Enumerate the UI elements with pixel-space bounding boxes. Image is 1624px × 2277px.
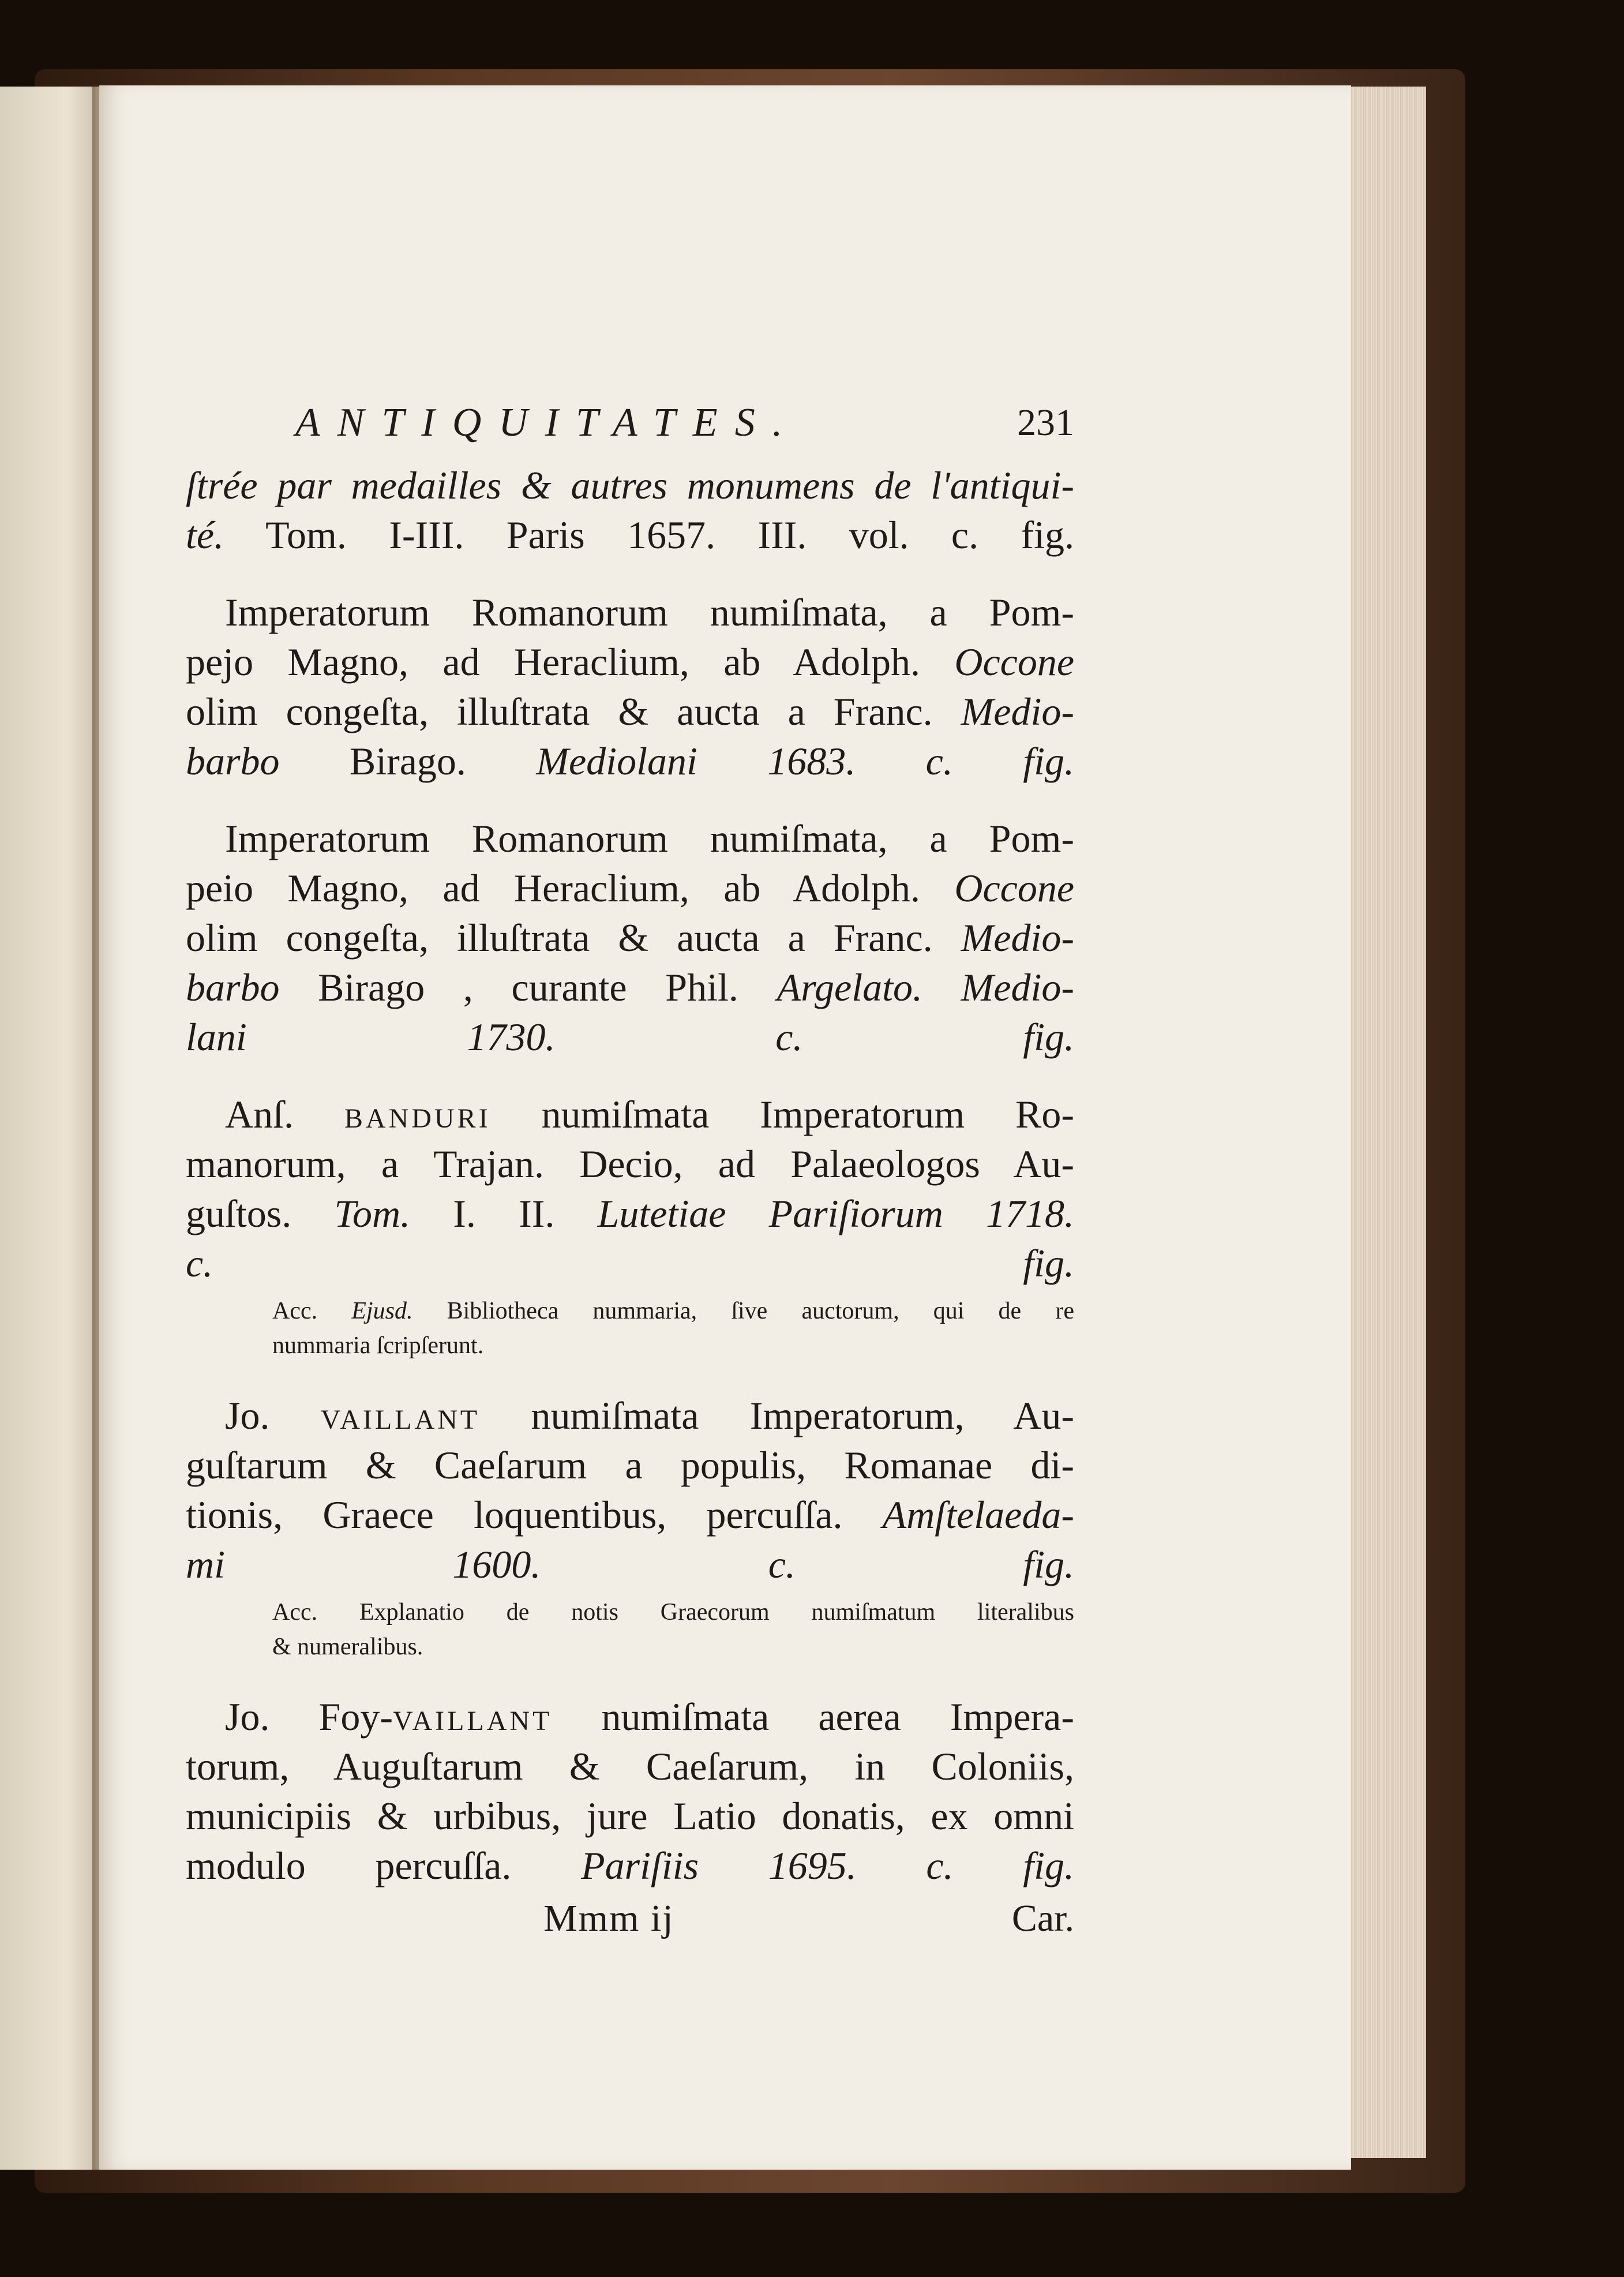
text-run: Acc. [272, 1298, 352, 1324]
text-line [186, 1012, 1074, 1062]
text-line [186, 814, 1074, 863]
facing-page-edge [0, 87, 95, 2170]
italic-text: ſtrée par medailles & autres monumens de l'antiqui- [186, 463, 1074, 507]
author-name: vaillant [320, 1394, 481, 1437]
text-run: Jo. Foy- [225, 1695, 393, 1739]
text-run: numiſmata Imperatorum, Au- [480, 1394, 1074, 1437]
italic-text: barbo [186, 739, 280, 783]
text-run: modulo percuſſa. [186, 1844, 582, 1887]
italic-text: té. [186, 513, 224, 557]
text-run: & numeralibus. [272, 1634, 423, 1660]
text-run: Imperatorum Romanorum numiſmata, a Pom- [225, 590, 1074, 634]
text-line [186, 913, 1074, 963]
author-name: vaillant [393, 1695, 553, 1739]
italic-text: Occone [954, 640, 1074, 684]
text-line [272, 1595, 1074, 1630]
italic-text: Amſtelaeda- [882, 1493, 1074, 1537]
text-line [186, 1540, 1074, 1589]
text-run: guſtarum & Caeſarum a populis, Romanae di- [186, 1443, 1074, 1487]
text-line [186, 1490, 1074, 1540]
text-line [186, 1139, 1074, 1189]
text-line [186, 587, 1074, 637]
text-run: Tom. I-III. Paris 1657. III. vol. c. fig. [224, 513, 1074, 557]
text-run: torum, Auguſtarum & Caeſarum, in Coloniis, [186, 1744, 1074, 1788]
text-line [186, 1391, 1074, 1440]
italic-text: barbo [186, 965, 280, 1009]
bibliography-entry [186, 1391, 1074, 1589]
italic-text: c. fig. [186, 1241, 1074, 1285]
page-footer [186, 1894, 1074, 1943]
italic-text: Mediolani 1683. c. fig. [536, 739, 1074, 783]
italic-text: Ejusd. [351, 1298, 413, 1324]
text-line [186, 460, 1074, 510]
text-run: Bibliotheca nummaria, ſive auctorum, qui de re [412, 1298, 1074, 1324]
text-line [272, 1294, 1074, 1328]
text-line [186, 963, 1074, 1012]
text-run: nummaria ſcripſerunt. [272, 1332, 484, 1359]
text-run: Imperatorum Romanorum numiſmata, a Pom- [225, 817, 1074, 860]
text-line [186, 1742, 1074, 1791]
text-line [186, 510, 1074, 560]
italic-text: Medio- [961, 690, 1074, 733]
text-line [186, 1841, 1074, 1890]
bibliography-entry [186, 587, 1074, 786]
text-line [186, 736, 1074, 786]
bibliography-entry [186, 1692, 1074, 1890]
italic-text: Argelato. Medio- [777, 965, 1074, 1009]
text-run: olim congeſta, illuſtrata & aucta a Franc. [186, 916, 961, 960]
text-block [186, 391, 1074, 1943]
text-line [272, 1630, 1074, 1664]
italic-text: Medio- [961, 916, 1074, 960]
text-line [186, 1440, 1074, 1490]
entry-note [186, 1294, 1074, 1363]
text-run: tionis, Graece loquentibus, percuſſa. [186, 1493, 883, 1537]
page-header [186, 391, 1074, 460]
text-run: Acc. Explanatio de notis Graecorum numiſmatum literalibus [272, 1599, 1074, 1626]
text-run: I. II. [410, 1192, 598, 1235]
page-stack-edges [1344, 87, 1426, 2158]
text-line [186, 1238, 1074, 1288]
text-line [186, 687, 1074, 736]
text-run: pejo Magno, ad Heraclium, ab Adolph. [186, 640, 955, 684]
italic-text: mi 1600. c. fig. [186, 1542, 1074, 1586]
text-run: Birago , curante Phil. [279, 965, 777, 1009]
italic-text: Tom. [334, 1192, 411, 1235]
italic-text: Lutetiae Pariſiorum 1718. [597, 1192, 1075, 1235]
text-run: guſtos. [186, 1192, 335, 1235]
italic-text: Occone [954, 866, 1074, 910]
bibliography-entries [186, 460, 1074, 1890]
text-run: manorum, a Trajan. Decio, ad Palaeologos Au- [186, 1142, 1074, 1186]
text-run: numiſmata Imperatorum Ro- [490, 1092, 1074, 1136]
book-page [99, 85, 1351, 2170]
italic-text: Pariſiis 1695. c. fig. [581, 1844, 1075, 1887]
text-line [186, 863, 1074, 913]
bibliography-entry [186, 460, 1074, 560]
text-run: Birago. [279, 739, 537, 783]
signature-mark: Mmm ij [543, 1897, 674, 1939]
text-run: Jo. [225, 1394, 321, 1437]
text-line [186, 1692, 1074, 1742]
italic-text: lani 1730. c. fig. [186, 1015, 1074, 1059]
text-line [186, 1791, 1074, 1841]
text-run: Anſ. [225, 1092, 344, 1136]
text-run: peio Magno, ad Heraclium, ab Adolph. [186, 866, 955, 910]
bibliography-entry [186, 814, 1074, 1062]
bibliography-entry [186, 1089, 1074, 1288]
catchword: Car. [1011, 1897, 1074, 1939]
text-line [272, 1328, 1074, 1363]
text-line [186, 1089, 1074, 1139]
running-title: ANTIQUITATES. [295, 400, 800, 445]
author-name: banduri [344, 1092, 491, 1136]
text-run: municipiis & urbibus, jure Latio donatis, ex omni [186, 1794, 1074, 1838]
entry-note [186, 1595, 1074, 1664]
text-run: numiſmata aerea Impera- [552, 1695, 1074, 1739]
text-line [186, 637, 1074, 687]
page-number: 231 [1017, 402, 1074, 444]
text-run: olim congeſta, illuſtrata & aucta a Franc. [186, 690, 961, 733]
text-line [186, 1189, 1074, 1238]
